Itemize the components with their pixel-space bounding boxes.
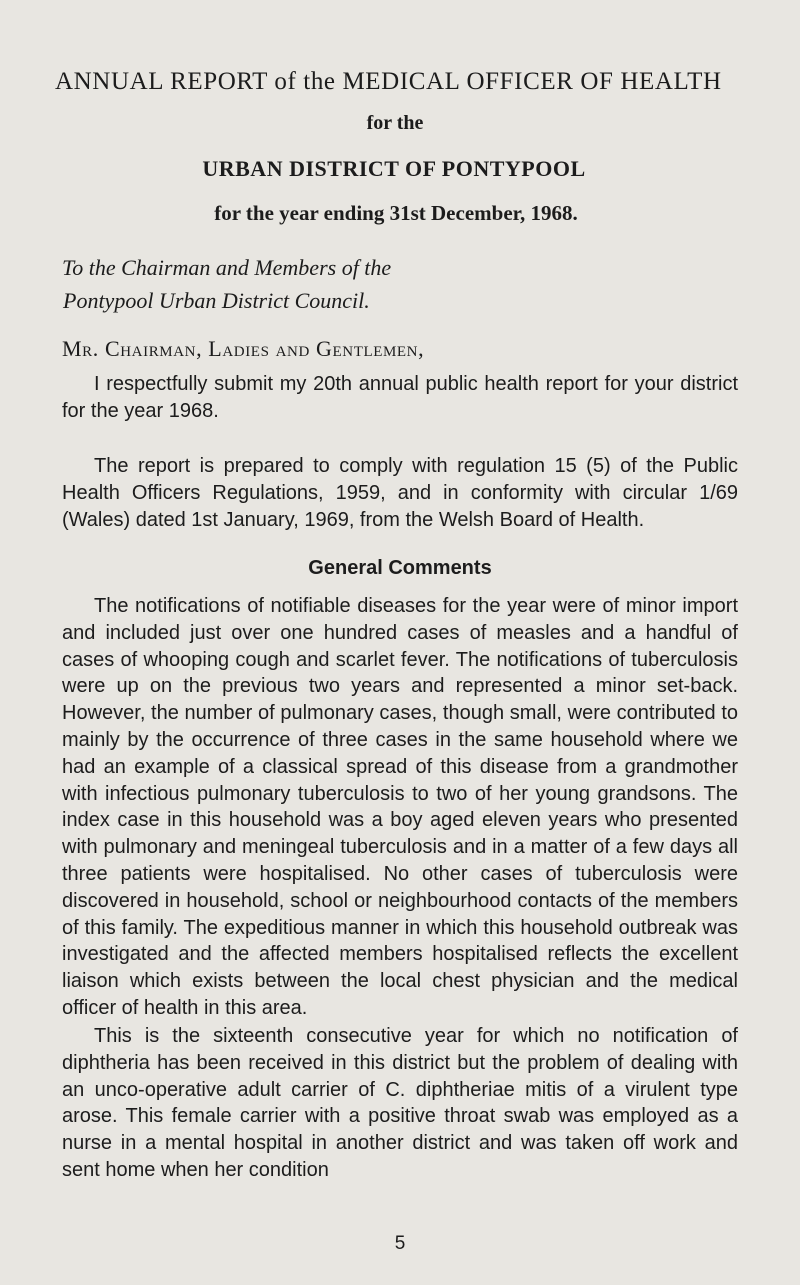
- for-the-line: for the: [366, 112, 424, 134]
- paragraph-2: The report is prepared to comply with regulation 15 (5) of the Public Health Officers Regulations, 1959, and in conformity with circular 1/69 (Wales) dated 1st January, 1969, from the Welsh Board of Health.: [62, 455, 738, 531]
- district-name: URBAN DISTRICT OF PONTYPOOL: [202, 156, 586, 181]
- addressee: [62, 251, 391, 317]
- paragraph-3: The notifications of notifiable diseases for the year were of minor import and included just over one hundred cases of measles and a handful of cases of whooping cough and scarlet fever. The notifications of tuberculosis were up on the previous two years and represented a minor set-back. However, the number of pulmonary cases, though small, were contributed to mainly by the occurrence of three cases in the same household where we had an example of a classical spread of this disease from a grandmother with infectious pulmonary tuberculosis to two of her young grandsons. The index case in this household was a boy aged eleven years who presented with pulmonary and meningeal tuberculosis and in a matter of a few days all three patients were hospitalised. No other cases of tuberculosis were discovered in household, school or neighbourhood contacts of the members of this family. The expeditious manner in which this household outbreak was investigated and the affected members hospitalised reflects the excellent liaison which exists between the local chest physician and the medical officer of health in this area.: [62, 595, 738, 1019]
- paragraph-4: This is the sixteenth consecutive year for which no notification of diphtheria has been received in this district but the problem of dealing with an unco-operative adult carrier of C. diphtheriae mitis of a virulent type arose. This female carrier with a positive throat swab was employed as a nurse in a mental hospital in another district and was taken off work and sent home when her condition: [62, 1025, 738, 1181]
- report-title: ANNUAL REPORT of the MEDICAL OFFICER OF HEALTH: [55, 68, 722, 95]
- salutation: Mr. Chairman, Ladies and Gentlemen,: [62, 336, 425, 361]
- year-line: for the year ending 31st December, 1968.: [214, 201, 578, 225]
- addressee-line-1: To the Chairman and Members of the: [62, 255, 392, 280]
- addressee-line-2: Pontypool Urban District Council.: [63, 288, 370, 313]
- section-heading: General Comments: [308, 557, 492, 579]
- paragraph-1: I respectfully submit my 20th annual public health report for your district for the year 1968.: [62, 373, 738, 422]
- page-number: 5: [394, 1233, 406, 1254]
